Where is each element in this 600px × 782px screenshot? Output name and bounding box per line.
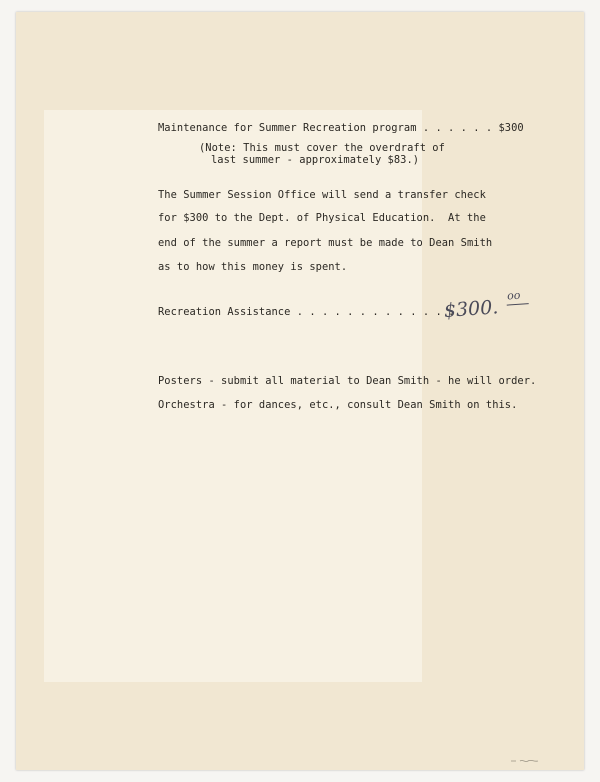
handwritten-dollars: $300. <box>443 296 500 322</box>
pencil-mark <box>510 758 540 764</box>
handwritten-amount <box>443 288 521 322</box>
posters-line: Posters - submit all material to Dean Smith - he will order. <box>158 375 537 387</box>
recreation-assistance-line: Recreation Assistance . . . . . . . . . . . . . . <box>158 306 467 318</box>
paragraph-line-4: as to how this money is spent. <box>158 261 348 273</box>
note-line-1: (Note: This must cover the overdraft of <box>199 142 445 154</box>
paragraph-line-2: for $300 to the Dept. of Physical Education. At the <box>158 212 486 224</box>
paragraph-line-1: The Summer Session Office will send a transfer check <box>158 189 486 201</box>
note-line-2: last summer - approximately $83.) <box>211 154 420 166</box>
paragraph-line-3: end of the summer a report must be made to Dean Smith <box>158 237 493 249</box>
orchestra-line: Orchestra - for dances, etc., consult Dean Smith on this. <box>158 399 518 411</box>
handwritten-cents: oo <box>506 288 521 303</box>
maintenance-line: Maintenance for Summer Recreation program . . . . . . $300 <box>158 122 524 134</box>
